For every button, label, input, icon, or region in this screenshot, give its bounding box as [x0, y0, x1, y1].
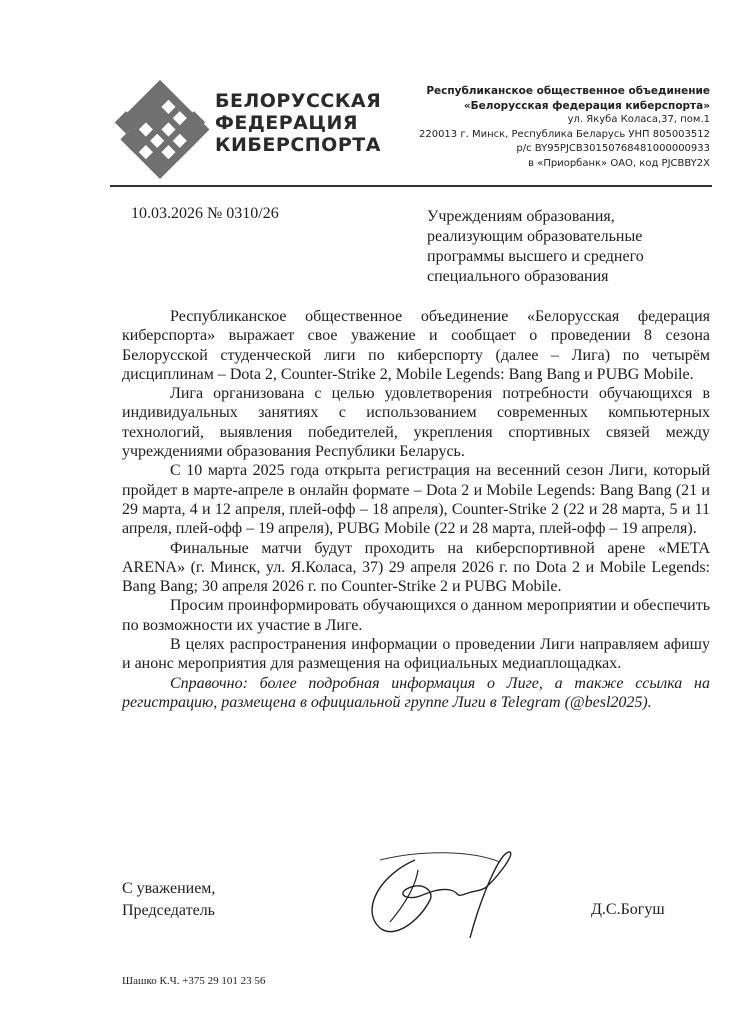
- paragraph-media: В целях распространения информации о проведении Лиги направляем афишу и анонс мероприятия для размещения на официальных медиаплощадках.: [122, 636, 710, 673]
- addressee-line: программы высшего и среднего: [427, 248, 644, 265]
- addressee-line: специального образования: [427, 268, 609, 285]
- paragraph-finals: Финальные матчи будут проходить на киберспортивной арене «META ARENA» (г. Минск, ул. Я.Коласа, 37) 29 апреля 2026 г. по Dota 2 и Mobile Legends: Bang Bang; 30 апреля 2026 г. по Counter-Strike 2 и PUBG Mobile.: [122, 539, 710, 596]
- closing-regards: С уважением,: [122, 880, 216, 897]
- handwritten-signature: [360, 850, 540, 940]
- letter-reference: 10.03.2026 № 0310/26: [131, 205, 279, 222]
- paragraph-intro: Республиканское общественное объединение «Белорусская федерация киберспорта» выражает свое уважение и сообщает о проведении 8 сезона Белорусской студенческой лиги по киберспорту (далее – Лига) по четырём дисциплинам – Dota 2, Counter-Strike 2, Mobile Legends: Bang Bang и PUBG Mobile.: [122, 308, 710, 383]
- organization-details: [419, 84, 710, 171]
- header-divider: [110, 185, 712, 187]
- paragraph-request: Просим проинформировать обучающихся о данном мероприятии и обеспечить по возможности их участие в Лиге.: [122, 597, 710, 634]
- org-name: Республиканское общественное объединение: [426, 85, 710, 97]
- addressee-line: реализующим образовательные: [427, 228, 643, 245]
- org-name-quoted: «Белорусская федерация киберспорта»: [463, 99, 710, 112]
- org-bank: в «Приорбанк» ОАО, код PJCBBY2X: [528, 157, 710, 169]
- paragraph-purpose: Лига организована с целью удовлетворения потребности обучающихся в индивидуальных занятиях с использованием современных компьютерных технологий, выявления победителей, укрепления спортивных связей между учреждениями образования Республики Беларусь.: [122, 385, 710, 461]
- org-address: ул. Якуба Коласа,37, пом.1: [567, 114, 710, 125]
- brand-line: КИБЕРСПОРТА: [215, 134, 381, 156]
- brand-name: [215, 90, 381, 156]
- addressee-line: Учреждениям образования,: [427, 208, 615, 225]
- signatory-name: Д.С.Богуш: [591, 901, 665, 918]
- letter-body: [122, 307, 710, 712]
- closing-position: Председатель: [122, 902, 215, 919]
- addressee: [427, 207, 644, 287]
- org-city-unp: 220013 г. Минск, Республика Беларусь УНП 805003512: [418, 128, 710, 140]
- brand-line: БЕЛОРУССКАЯ: [215, 90, 382, 112]
- paragraph-registration: С 10 марта 2025 года открыта регистрация на весенний сезон Лиги, который пройдет в марте-апреле в онлайн формате – Dota 2 и Mobile Legends: Bang Bang (21 и 29 марта, 4 и 12 апреля, плей-офф – 18 апреля), Counter-Strike 2 (22 и 28 марта, 5 и 11 апреля, плей-офф – 19 апреля), PUBG Mobile (22 и 28 марта, плей-офф – 19 апреля).: [122, 462, 710, 538]
- federation-logo: [105, 72, 215, 182]
- brand-line: ФЕДЕРАЦИЯ: [215, 112, 359, 134]
- org-account: р/с BY95PJCB30150768481000000933: [516, 143, 710, 154]
- closing: [122, 878, 215, 922]
- paragraph-note: Справочно: более подробная информация о Лиге, а также ссылка на регистрацию, размещена в официальной группе Лиги в Telegram (@besl2025).: [122, 674, 710, 711]
- executor-contact: Шашко К.Ч. +375 29 101 23 56: [122, 975, 266, 987]
